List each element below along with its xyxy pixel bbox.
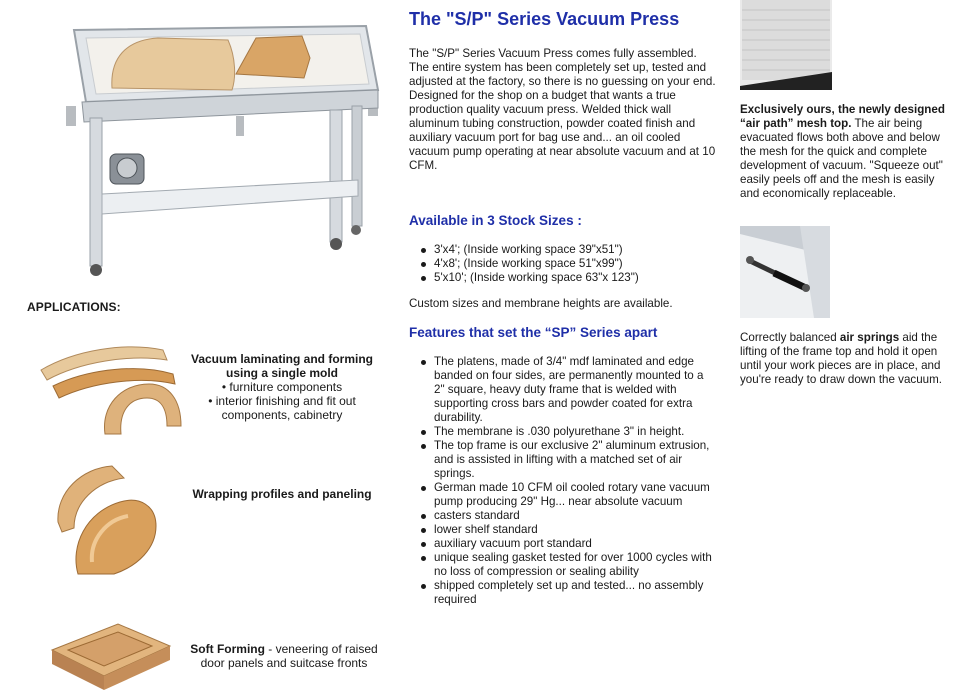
mesh-top-text: The air being evacuated flows both above and below the mesh for the quick and complete development of vacuum. "Squeeze out" easily peels off and the mesh is easily and economically replaceable. <box>740 117 943 200</box>
custom-sizes-note: Custom sizes and membrane heights are available. <box>409 297 673 310</box>
list-item: shipped completely set up and tested... no assembly required <box>409 579 714 607</box>
page-title: The "S/P" Series Vacuum Press <box>409 9 680 29</box>
list-item: The top frame is our exclusive 2" aluminum extrusion, and is assisted in lifting with a matched set of air springs. <box>409 439 714 481</box>
application-wrapping <box>184 487 380 501</box>
list-item: The platens, made of 3/4" mdf laminated and edge banded on four sides, are permanently mounted to a 2" square, heavy duty frame that is welded with supporting cross bars and powder coated for extra durability. <box>409 355 714 425</box>
intro-paragraph: The "S/P" Series Vacuum Press comes fully assembled. The entire system has been completely set up, tested and adjusted at the factory, so there is no guessing on your end. Designed for the shop on a budget that wants a true production quality vacuum press. Welded thick wall aluminum tubing construction, powder coated finish and auxiliary vacuum port for bag use and... an oil cooled vacuum pump operating at near absolute vacuum and at 10 CFM. <box>409 47 716 172</box>
stock-sizes-list <box>409 243 719 285</box>
application-laminating-title: Vacuum laminating and forming using a single mold <box>190 352 374 380</box>
list-item: 3'x4'; (Inside working space 39"x51") <box>409 243 719 257</box>
application-laminating <box>184 352 380 422</box>
air-springs-text-pre: Correctly balanced <box>740 331 840 344</box>
application-bullet-interior: • interior finishing and fit out components, cabinetry <box>208 394 356 422</box>
application-soft-forming <box>180 642 388 670</box>
stock-sizes-heading: Available in 3 Stock Sizes : <box>409 213 582 228</box>
applications-heading: APPLICATIONS: <box>27 300 121 314</box>
application-wrapping-title: Wrapping profiles and paneling <box>192 487 372 501</box>
mesh-top-description <box>740 103 952 201</box>
vacuum-press-photo <box>66 18 382 280</box>
list-item: 4'x8'; (Inside working space 51"x99") <box>409 257 719 271</box>
features-list <box>409 355 714 607</box>
application-soft-forming-title: Soft Forming <box>190 642 265 656</box>
list-item: unique sealing gasket tested for over 1000 cycles with no loss of compression or sealing ability <box>409 551 714 579</box>
list-item: German made 10 CFM oil cooled rotary vane vacuum pump producing 29" Hg... near absolute vacuum <box>409 481 714 509</box>
application-soft-forming-desc: - veneering of raised door panels and suitcase fronts <box>200 642 378 670</box>
wrapped-profiles-image <box>52 462 164 586</box>
laminated-curved-panels-image <box>35 340 185 435</box>
list-item: 5'x10'; (Inside working space 63"x 123") <box>409 271 719 285</box>
list-item: casters standard <box>409 509 714 523</box>
list-item: lower shelf standard <box>409 523 714 537</box>
list-item: auxiliary vacuum port standard <box>409 537 714 551</box>
air-springs-description <box>740 331 952 387</box>
air-springs-text-post: aid the lifting of the frame top and hold it open until your work pieces are in place, and you're ready to draw down the vacuum. <box>740 331 942 386</box>
air-springs-highlight: air springs <box>839 331 900 344</box>
application-bullet-furniture: • furniture components <box>221 380 343 394</box>
mesh-top-highlight: Exclusively ours, the newly designed “air path” mesh top. <box>740 103 945 130</box>
air-spring-photo <box>740 226 830 318</box>
mesh-top-photo <box>740 0 832 90</box>
soft-formed-door-panel-image <box>48 620 172 690</box>
list-item: The membrane is .030 polyurethane 3" in height. <box>409 425 714 439</box>
features-heading: Features that set the “SP” Series apart <box>409 325 658 340</box>
